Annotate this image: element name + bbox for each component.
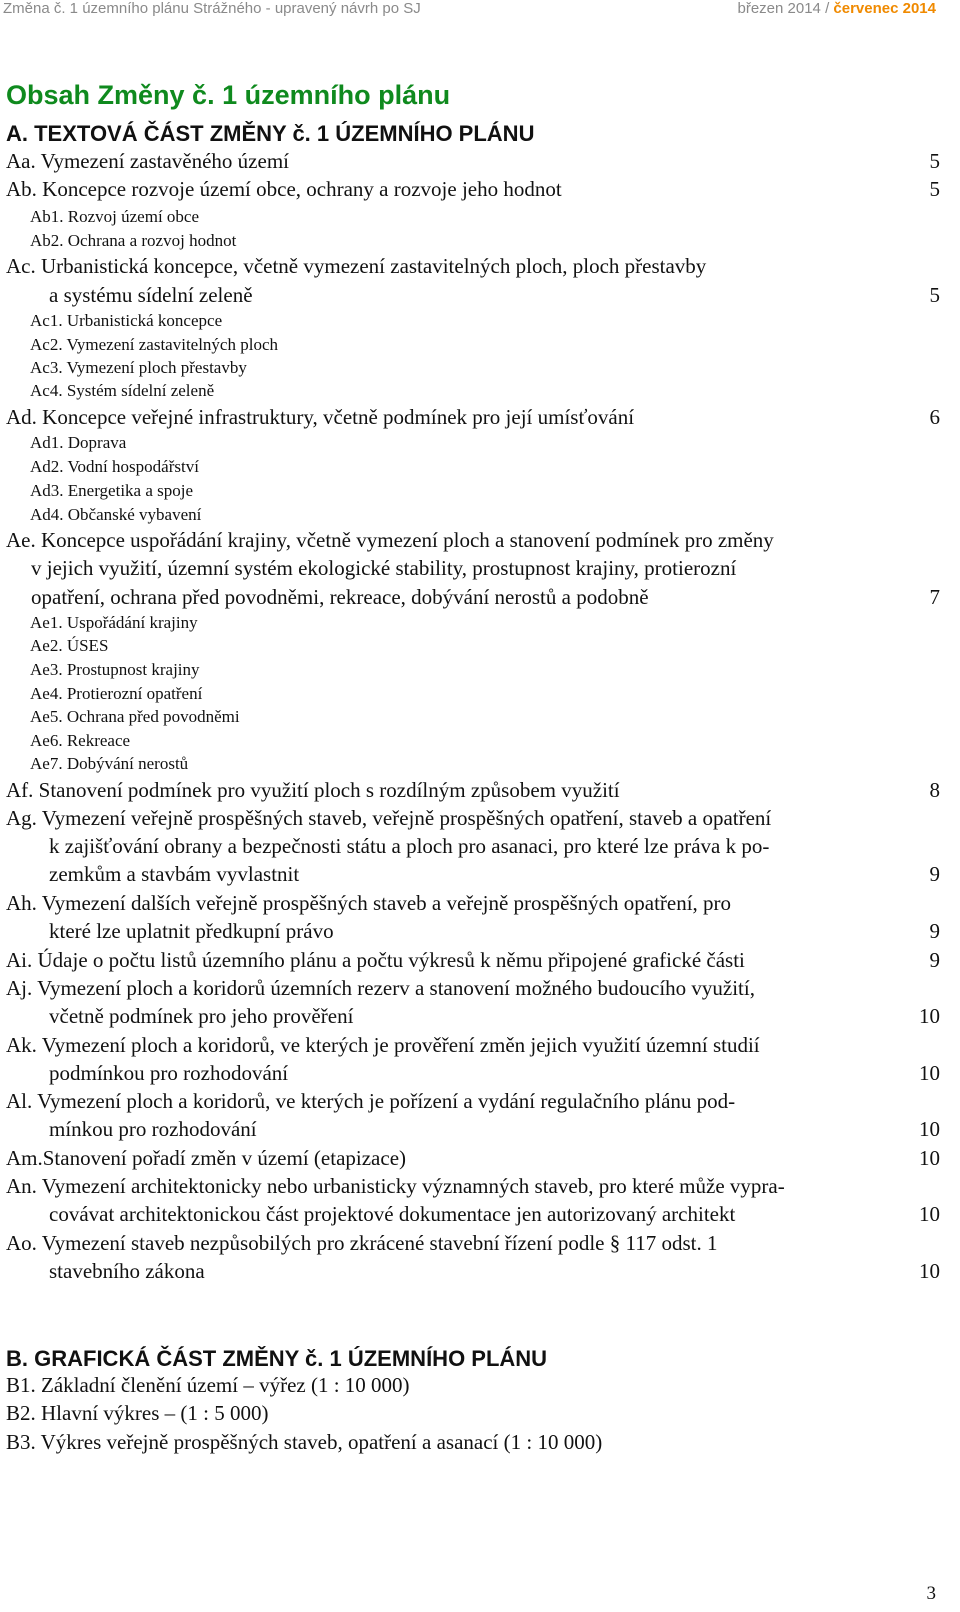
toc-subentry-ab1: Ab1. Rozvoj území obce bbox=[30, 207, 200, 226]
toc-page-aa: 5 bbox=[929, 149, 940, 173]
toc-page-ao: 10 bbox=[919, 1259, 940, 1283]
toc-subentry-ae4: Ae4. Protierozní opatření bbox=[30, 684, 203, 703]
toc-subentry-ac4: Ac4. Systém sídelní zeleně bbox=[30, 381, 215, 400]
toc-entry-ae-continued-1: v jejich využití, územní systém ekologické stability, prostupnost krajiny, protierozní bbox=[31, 556, 737, 580]
page-header bbox=[0, 0, 960, 20]
toc-subentry-ac3: Ac3. Vymezení ploch přestavby bbox=[30, 358, 247, 377]
toc-entry-ae-continued-2: opatření, ochrana před povodněmi, rekreace, dobývání nerostů a podobně bbox=[31, 585, 649, 609]
toc-page-ab: 5 bbox=[929, 177, 940, 201]
toc-entry-ao-continued: stavebního zákona bbox=[49, 1259, 205, 1283]
toc-entry-ag-continued-1: k zajišťování obrany a bezpečnosti státu a ploch pro asanaci, pro které lze práva k po- bbox=[49, 834, 770, 858]
page-number: 3 bbox=[926, 1583, 936, 1604]
toc-page-am: 10 bbox=[919, 1146, 940, 1170]
toc-entry-am: Am.Stanovení pořadí změn v území (etapizace) bbox=[6, 1146, 407, 1170]
toc-entry-an-continued: covávat architektonickou část projektové dokumentace jen autorizovaný architekt bbox=[49, 1202, 736, 1226]
toc-entry-af: Af. Stanovení podmínek pro využití ploch s rozdílným způsobem využití bbox=[6, 778, 620, 802]
toc-subentry-ae1: Ae1. Uspořádání krajiny bbox=[30, 613, 198, 632]
toc-entry-al-continued: mínkou pro rozhodování bbox=[49, 1117, 257, 1141]
drawing-list-item-b2: B2. Hlavní výkres – (1 : 5 000) bbox=[6, 1401, 269, 1425]
toc-entry-ag-continued-2: zemkům a stavbám vyvlastnit bbox=[49, 862, 300, 886]
toc-entry-ak-continued: podmínkou pro rozhodování bbox=[49, 1061, 289, 1085]
drawing-list-item-b3: B3. Výkres veřejně prospěšných staveb, opatření a asanací (1 : 10 000) bbox=[6, 1430, 603, 1454]
toc-entry-ac: Ac. Urbanistická koncepce, včetně vymezení zastavitelných ploch, ploch přestavby bbox=[6, 254, 707, 278]
header-date-prefix: březen 2014 / bbox=[737, 0, 834, 17]
toc-entry-aj: Aj. Vymezení ploch a koridorů územních rezerv a stanovení možného budoucího využití, bbox=[6, 976, 755, 1000]
header-date bbox=[738, 0, 937, 17]
toc-entry-an: An. Vymezení architektonicky nebo urbanisticky významných staveb, pro které může vypra- bbox=[6, 1174, 785, 1198]
toc-page-ak: 10 bbox=[919, 1061, 940, 1085]
toc-entry-ag: Ag. Vymezení veřejně prospěšných staveb, veřejně prospěšných opatření, staveb a opatření bbox=[6, 806, 772, 830]
toc-entry-ai: Ai. Údaje o počtu listů územního plánu a počtu výkresů k němu připojené grafické části bbox=[6, 948, 745, 972]
toc-page-an: 10 bbox=[919, 1202, 940, 1226]
toc-page-ah: 9 bbox=[929, 919, 940, 943]
toc-subentry-ab2: Ab2. Ochrana a rozvoj hodnot bbox=[30, 231, 237, 250]
header-date-accent: červenec 2014 bbox=[833, 0, 936, 17]
toc-page-aj: 10 bbox=[919, 1004, 940, 1028]
toc-entry-ah-continued: které lze uplatnit předkupní právo bbox=[49, 919, 334, 943]
toc-entry-aa: Aa. Vymezení zastavěného území bbox=[6, 149, 289, 173]
toc-page-ae: 7 bbox=[929, 585, 940, 609]
section-a-heading: A. TEXTOVÁ ČÁST ZMĚNY č. 1 ÚZEMNÍHO PLÁNU bbox=[6, 121, 535, 146]
toc-page-al: 10 bbox=[919, 1117, 940, 1141]
toc-entry-al: Al. Vymezení ploch a koridorů, ve kterých je pořízení a vydání regulačního plánu pod- bbox=[6, 1089, 736, 1113]
toc-subentry-ac1: Ac1. Urbanistická koncepce bbox=[30, 311, 223, 330]
toc-page-ag: 9 bbox=[929, 862, 940, 886]
toc-entry-ad: Ad. Koncepce veřejné infrastruktury, včetně podmínek pro její umísťování bbox=[6, 405, 635, 429]
toc-subentry-ad1: Ad1. Doprava bbox=[30, 433, 127, 452]
header-document-title: Změna č. 1 územního plánu Strážného - upravený návrh po SJ bbox=[3, 0, 421, 17]
toc-subentry-ad3: Ad3. Energetika a spoje bbox=[30, 481, 194, 500]
toc-subentry-ad2: Ad2. Vodní hospodářství bbox=[30, 457, 199, 476]
toc-entry-ac-continued: a systému sídelní zeleně bbox=[49, 283, 253, 307]
toc-page-ai: 9 bbox=[929, 948, 940, 972]
toc-subentry-ae6: Ae6. Rekreace bbox=[30, 731, 131, 750]
toc-subentry-ae7: Ae7. Dobývání nerostů bbox=[30, 754, 189, 773]
toc-entry-ah: Ah. Vymezení dalších veřejně prospěšných staveb a veřejně prospěšných opatření, pro bbox=[6, 891, 732, 915]
toc-subentry-ae3: Ae3. Prostupnost krajiny bbox=[30, 660, 200, 679]
toc-page-ad: 6 bbox=[929, 405, 940, 429]
toc-entry-aj-continued: včetně podmínek pro jeho prověření bbox=[49, 1004, 354, 1028]
toc-page-ac: 5 bbox=[929, 283, 940, 307]
toc-subentry-ae5: Ae5. Ochrana před povodněmi bbox=[30, 707, 240, 726]
toc-subentry-ad4: Ad4. Občanské vybavení bbox=[30, 505, 202, 524]
toc-entry-ak: Ak. Vymezení ploch a koridorů, ve kterých je prověření změn jejich využití územní studií bbox=[6, 1033, 760, 1057]
toc-entry-ao: Ao. Vymezení staveb nezpůsobilých pro zkrácené stavební řízení podle § 117 odst. 1 bbox=[6, 1231, 718, 1255]
toc-entry-ae: Ae. Koncepce uspořádání krajiny, včetně vymezení ploch a stanovení podmínek pro změny bbox=[6, 528, 774, 552]
section-b-heading: B. GRAFICKÁ ČÁST ZMĚNY č. 1 ÚZEMNÍHO PLÁNU bbox=[6, 1346, 548, 1371]
page-title: Obsah Změny č. 1 územního plánu bbox=[6, 80, 451, 110]
toc-subentry-ac2: Ac2. Vymezení zastavitelných ploch bbox=[30, 335, 278, 354]
toc-entry-ab: Ab. Koncepce rozvoje území obce, ochrany a rozvoje jeho hodnot bbox=[6, 177, 562, 201]
toc-page-af: 8 bbox=[929, 778, 940, 802]
toc-subentry-ae2: Ae2. ÚSES bbox=[30, 636, 109, 655]
drawing-list-item-b1: B1. Základní členění území – výřez (1 : 10 000) bbox=[6, 1373, 410, 1397]
